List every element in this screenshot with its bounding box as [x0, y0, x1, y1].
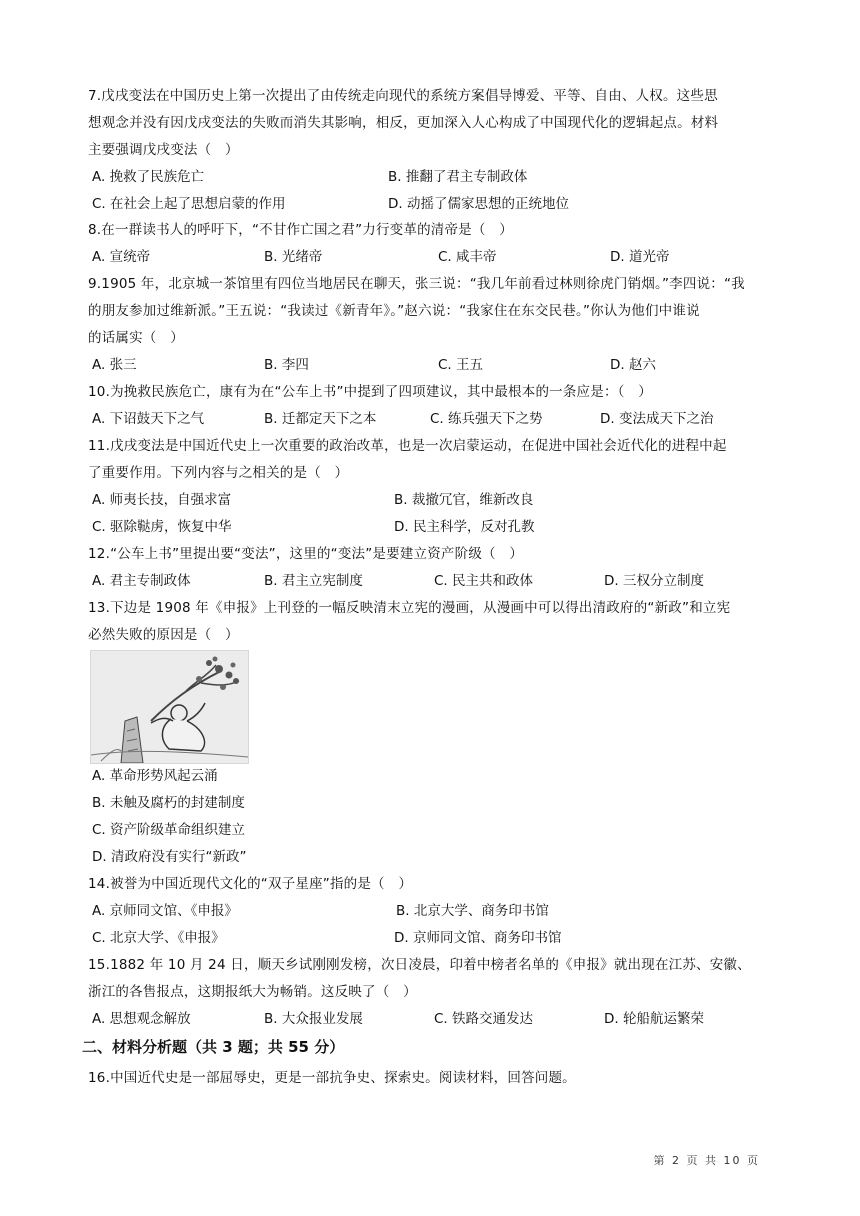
- question-11-line-2: 了重要作用。下列内容与之相关的是（ ）: [88, 465, 349, 481]
- option-d: D. 道光帝: [610, 249, 670, 265]
- question-12-line-1: 12.“公车上书”里提出要“变法”，这里的“变法”是要建立资产阶级（ ）: [88, 546, 524, 562]
- political-cartoon-image: [90, 650, 249, 764]
- option-a: A. 京师同文馆、《申报》: [92, 903, 238, 919]
- option-a: A. 师夷长技，自强求富: [92, 492, 232, 508]
- question-7-line-2: 想观念并没有因戊戌变法的失败而消失其影响，相反，更加深入人心构成了中国现代化的逻辑起点。材料: [88, 115, 719, 131]
- question-16-line-1: 16.中国近代史是一部屈辱史，更是一部抗争史、探索史。阅读材料，回答问题。: [88, 1070, 576, 1086]
- option-b: B. 李四: [264, 357, 309, 373]
- option-a: A. 宣统帝: [92, 249, 151, 265]
- option-b: B. 君主立宪制度: [264, 573, 363, 589]
- option-b: B. 北京大学、商务印书馆: [396, 903, 549, 919]
- option-b: B. 推翻了君主专制政体: [388, 169, 528, 185]
- cartoon-drawing: [91, 651, 248, 763]
- question-8-line-1: 8.在一群读书人的呼吁下，“不甘作亡国之君”力行变革的清帝是（ ）: [88, 222, 513, 238]
- option-d: D. 动摇了儒家思想的正统地位: [388, 196, 569, 212]
- option-a: A. 思想观念解放: [92, 1011, 191, 1027]
- question-9-line-3: 的话属实（ ）: [88, 330, 184, 346]
- option-d: D. 轮船航运繁荣: [604, 1011, 704, 1027]
- question-11-line-1: 11.戊戌变法是中国近代史上一次重要的政治改革，也是一次启蒙运动，在促进中国社会近代化的进程中起: [88, 438, 727, 454]
- option-a: A. 革命形势风起云涌: [92, 768, 218, 784]
- option-d: D. 变法成天下之治: [600, 411, 714, 427]
- question-15-line-2: 浙江的各售报点，这期报纸大为畅销。这反映了（ ）: [88, 984, 417, 1000]
- question-9-line-1: 9.1905 年，北京城一茶馆里有四位当地居民在聊天，张三说：“我几年前看过林则徐虎门销烟。”李四说：“我: [88, 276, 745, 292]
- question-7-line-1: 7.戊戌变法在中国历史上第一次提出了由传统走向现代的系统方案倡导博爱、平等、自由、人权。这些思: [88, 88, 718, 104]
- option-a: A. 张三: [92, 357, 137, 373]
- option-d: D. 三权分立制度: [604, 573, 704, 589]
- option-c: C. 资产阶级革命组织建立: [92, 822, 246, 838]
- option-b: B. 迁都定天下之本: [264, 411, 377, 427]
- question-14-line-1: 14.被誉为中国近现代文化的“双子星座”指的是（ ）: [88, 876, 413, 892]
- option-c: C. 北京大学、《申报》: [92, 930, 225, 946]
- option-b: B. 未触及腐朽的封建制度: [92, 795, 245, 811]
- option-d: D. 民主科学，反对孔教: [394, 519, 535, 535]
- option-d: D. 赵六: [610, 357, 656, 373]
- section-title: 二、材料分析题（共 3 题；共 55 分）: [82, 1038, 345, 1056]
- page-footer: 第 2 页 共 10 页: [653, 1154, 760, 1167]
- option-b: B. 大众报业发展: [264, 1011, 363, 1027]
- option-b: B. 裁撤冗官，维新改良: [394, 492, 534, 508]
- option-c: C. 王五: [438, 357, 484, 373]
- option-d: D. 京师同文馆、商务印书馆: [394, 930, 562, 946]
- question-15-line-1: 15.1882 年 10 月 24 日，顺天乡试刚刚发榜，次日凌晨，印着中榜者名单的《申报》就出现在江苏、安徽、: [88, 957, 751, 973]
- option-a: A. 君主专制政体: [92, 573, 191, 589]
- question-7-line-3: 主要强调戊戌变法（ ）: [88, 142, 239, 158]
- option-c: C. 民主共和政体: [434, 573, 534, 589]
- option-b: B. 光绪帝: [264, 249, 323, 265]
- option-d: D. 清政府没有实行“新政”: [92, 849, 247, 865]
- question-13-line-2: 必然失败的原因是（ ）: [88, 627, 239, 643]
- option-a: A. 挽救了民族危亡: [92, 169, 205, 185]
- option-c: C. 在社会上起了思想启蒙的作用: [92, 196, 286, 212]
- question-9-line-2: 的朋友参加过维新派。”王五说：“我读过《新青年》。”赵六说：“我家住在东交民巷。”你认为他们中谁说: [88, 303, 700, 319]
- option-c: C. 铁路交通发达: [434, 1011, 534, 1027]
- option-c: C. 驱除鞑虏，恢复中华: [92, 519, 232, 535]
- question-10-line-1: 10.为挽救民族危亡，康有为在“公车上书”中提到了四项建议，其中最根本的一条应是：（ ）: [88, 384, 653, 400]
- option-c: C. 咸丰帝: [438, 249, 497, 265]
- option-c: C. 练兵强天下之势: [430, 411, 543, 427]
- question-13-line-1: 13.下边是 1908 年《申报》上刊登的一幅反映清末立宪的漫画，从漫画中可以得出清政府的“新政”和立宪: [88, 600, 731, 616]
- option-a: A. 下诏鼓天下之气: [92, 411, 205, 427]
